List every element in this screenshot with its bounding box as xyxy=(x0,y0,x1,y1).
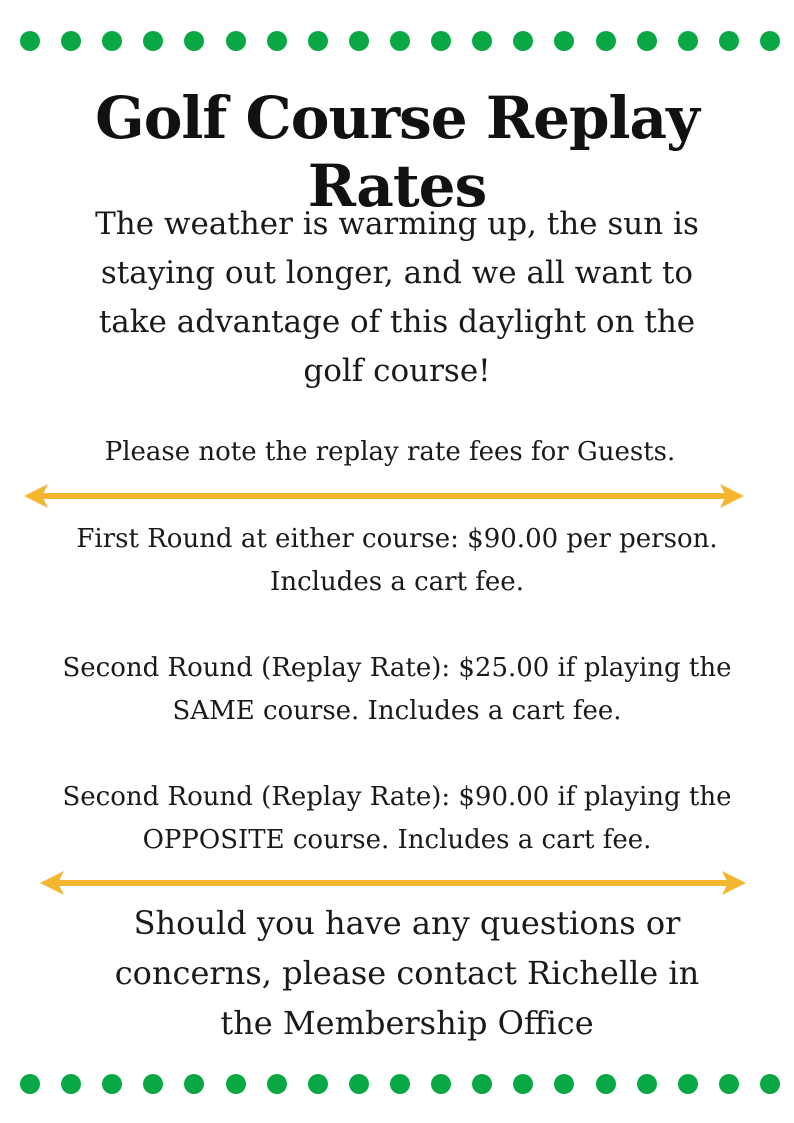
top-dot-border xyxy=(20,30,780,52)
double-arrow-divider-top xyxy=(24,482,744,510)
rate-line: SAME course. Includes a cart fee. xyxy=(172,696,622,726)
contact-line: the Membership Office xyxy=(220,1004,594,1042)
green-dot xyxy=(20,31,40,51)
green-dot xyxy=(267,1074,287,1094)
rate-line: First Round at either course: $90.00 per person. xyxy=(76,524,718,554)
rate-item-second-round-same xyxy=(0,647,794,733)
page-title: Golf Course Replay Rates xyxy=(95,84,699,220)
rate-item-first-round xyxy=(0,518,794,604)
rate-line: Second Round (Replay Rate): $90.00 if playing the xyxy=(62,782,732,812)
green-dot xyxy=(184,1074,204,1094)
intro-line: take advantage of this daylight on the xyxy=(98,304,696,340)
green-dot xyxy=(760,31,780,51)
green-dot xyxy=(390,1074,410,1094)
green-dot xyxy=(719,31,739,51)
green-dot xyxy=(431,1074,451,1094)
bottom-dot-border xyxy=(20,1073,780,1095)
intro-paragraph xyxy=(40,200,754,396)
rate-line: OPPOSITE course. Includes a cart fee. xyxy=(142,825,652,855)
green-dot xyxy=(102,31,122,51)
guest-note: Please note the replay rate fees for Guests. xyxy=(104,437,676,467)
green-dot xyxy=(554,1074,574,1094)
green-dot xyxy=(226,1074,246,1094)
contact-line: Should you have any questions or xyxy=(133,904,681,942)
rates-list xyxy=(0,518,794,862)
green-dot xyxy=(637,1074,657,1094)
green-dot xyxy=(431,31,451,51)
green-dot xyxy=(554,31,574,51)
green-dot xyxy=(472,31,492,51)
green-dot xyxy=(226,31,246,51)
intro-line: golf course! xyxy=(303,353,491,389)
green-dot xyxy=(678,1074,698,1094)
green-dot xyxy=(472,1074,492,1094)
intro-line: staying out longer, and we all want to xyxy=(100,255,694,291)
contact-line: concerns, please contact Richelle in xyxy=(114,954,700,992)
contact-paragraph xyxy=(60,898,754,1048)
green-dot xyxy=(61,31,81,51)
green-dot xyxy=(719,1074,739,1094)
green-dot xyxy=(349,31,369,51)
green-dot xyxy=(678,31,698,51)
green-dot xyxy=(61,1074,81,1094)
green-dot xyxy=(390,31,410,51)
green-dot xyxy=(143,31,163,51)
green-dot xyxy=(267,31,287,51)
green-dot xyxy=(308,31,328,51)
double-arrow-divider-bottom xyxy=(40,869,746,897)
green-dot xyxy=(596,31,616,51)
green-dot xyxy=(308,1074,328,1094)
rate-line: Includes a cart fee. xyxy=(270,567,524,597)
green-dot xyxy=(102,1074,122,1094)
green-dot xyxy=(513,1074,533,1094)
rate-line: Second Round (Replay Rate): $25.00 if playing the xyxy=(62,653,732,683)
green-dot xyxy=(20,1074,40,1094)
green-dot xyxy=(349,1074,369,1094)
green-dot xyxy=(637,31,657,51)
rate-item-second-round-opposite xyxy=(0,776,794,862)
green-dot xyxy=(184,31,204,51)
green-dot xyxy=(143,1074,163,1094)
green-dot xyxy=(513,31,533,51)
green-dot xyxy=(760,1074,780,1094)
intro-line: The weather is warming up, the sun is xyxy=(95,206,699,242)
green-dot xyxy=(596,1074,616,1094)
